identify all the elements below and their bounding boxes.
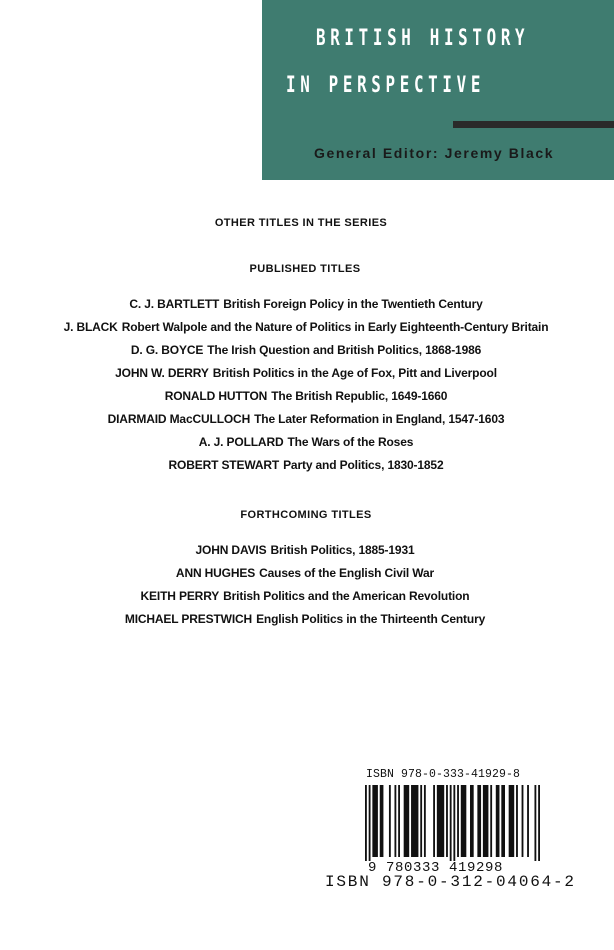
published-title-row bbox=[0, 293, 613, 316]
published-book-title: The Wars of the Roses bbox=[287, 435, 414, 449]
barcode-bar bbox=[389, 785, 391, 857]
published-title-row bbox=[0, 339, 613, 362]
barcode-bar bbox=[522, 785, 524, 857]
barcode-bar bbox=[527, 785, 529, 857]
barcode-bar bbox=[534, 785, 536, 861]
published-author: A. J. POLLARD bbox=[198, 435, 284, 449]
published-title-row bbox=[0, 408, 613, 431]
barcode-bar bbox=[420, 785, 422, 857]
forthcoming-book-title: British Politics, 1885-1931 bbox=[270, 543, 415, 557]
published-author: DIARMAID MacCULLOCH bbox=[107, 412, 251, 426]
forthcoming-titles-heading: FORTHCOMING TITLES bbox=[240, 509, 372, 521]
published-titles-heading: PUBLISHED TITLES bbox=[249, 263, 361, 275]
barcode-bar bbox=[446, 785, 448, 857]
barcode-bar bbox=[365, 785, 367, 861]
barcode-bar bbox=[404, 785, 410, 857]
published-title-row bbox=[0, 385, 613, 408]
barcode-bar bbox=[369, 785, 371, 861]
barcode-bar bbox=[483, 785, 489, 857]
barcode-bar bbox=[453, 785, 455, 861]
published-author: J. BLACK bbox=[63, 320, 118, 334]
published-title-row bbox=[0, 454, 613, 477]
barcode-bar bbox=[433, 785, 435, 857]
barcode-isbn-label: ISBN 978-0-333-41929-8 bbox=[366, 768, 521, 781]
published-author: RONALD HUTTON bbox=[164, 389, 268, 403]
published-author: C. J. BARTLETT bbox=[129, 297, 220, 311]
barcode-bar bbox=[477, 785, 481, 857]
forthcoming-author: MICHAEL PRESTWICH bbox=[124, 612, 253, 626]
forthcoming-author: ANN HUGHES bbox=[175, 566, 256, 580]
forthcoming-titles-list bbox=[0, 539, 612, 631]
barcode-bar bbox=[501, 785, 505, 857]
other-titles-heading: OTHER TITLES IN THE SERIES bbox=[214, 217, 388, 229]
published-author: D. G. BOYCE bbox=[130, 343, 204, 357]
published-book-title: Robert Walpole and the Nature of Politics in Early Eighteenth-Century Britain bbox=[121, 320, 549, 334]
published-titles-list bbox=[0, 293, 613, 477]
forthcoming-author: KEITH PERRY bbox=[140, 589, 220, 603]
published-title-row bbox=[0, 362, 613, 385]
barcode-bar bbox=[457, 785, 459, 857]
barcode-bar bbox=[496, 785, 500, 857]
forthcoming-title-row bbox=[0, 608, 612, 631]
published-author: JOHN W. DERRY bbox=[115, 366, 209, 380]
barcode-digits: 9 780333 419298 bbox=[368, 860, 504, 876]
general-editor: General Editor: Jeremy Black bbox=[314, 145, 555, 161]
published-book-title: The Later Reformation in England, 1547-1603 bbox=[254, 412, 505, 426]
forthcoming-author: JOHN DAVIS bbox=[195, 543, 267, 557]
barcode-bar bbox=[394, 785, 396, 857]
barcode-bar bbox=[424, 785, 426, 857]
isbn-bottom: ISBN 978-0-312-04064-2 bbox=[325, 873, 576, 891]
barcode-bar bbox=[380, 785, 384, 857]
published-title-row bbox=[0, 316, 613, 339]
series-banner bbox=[262, 0, 614, 180]
forthcoming-title-row bbox=[0, 562, 612, 585]
published-book-title: British Foreign Policy in the Twentieth Century bbox=[223, 297, 483, 311]
barcode-bar bbox=[509, 785, 515, 857]
barcode-bar bbox=[538, 785, 540, 861]
barcode-bar bbox=[470, 785, 474, 857]
barcode-image bbox=[365, 785, 540, 861]
barcode-bar bbox=[516, 785, 518, 857]
forthcoming-book-title: Causes of the English Civil War bbox=[259, 566, 435, 580]
banner-rule bbox=[453, 121, 614, 128]
forthcoming-book-title: English Politics in the Thirteenth Century bbox=[256, 612, 486, 626]
barcode-bar bbox=[461, 785, 467, 857]
barcode-bar bbox=[450, 785, 452, 861]
series-title-line-2: IN PERSPECTIVE bbox=[286, 73, 486, 98]
barcode-bar bbox=[372, 785, 378, 857]
barcode-bar bbox=[490, 785, 492, 857]
published-book-title: The Irish Question and British Politics, 1868-1986 bbox=[207, 343, 482, 357]
forthcoming-book-title: British Politics and the American Revolution bbox=[223, 589, 470, 603]
published-book-title: The British Republic, 1649-1660 bbox=[271, 389, 448, 403]
published-author: ROBERT STEWART bbox=[168, 458, 280, 472]
series-title-line-1: BRITISH HISTORY bbox=[316, 26, 530, 51]
barcode-bar bbox=[411, 785, 418, 857]
forthcoming-title-row bbox=[0, 585, 612, 608]
barcode-bar bbox=[398, 785, 400, 857]
published-book-title: Party and Politics, 1830-1852 bbox=[283, 458, 444, 472]
published-title-row bbox=[0, 431, 613, 454]
forthcoming-title-row bbox=[0, 539, 612, 562]
published-book-title: British Politics in the Age of Fox, Pitt and Liverpool bbox=[212, 366, 497, 380]
barcode-bar bbox=[437, 785, 444, 857]
